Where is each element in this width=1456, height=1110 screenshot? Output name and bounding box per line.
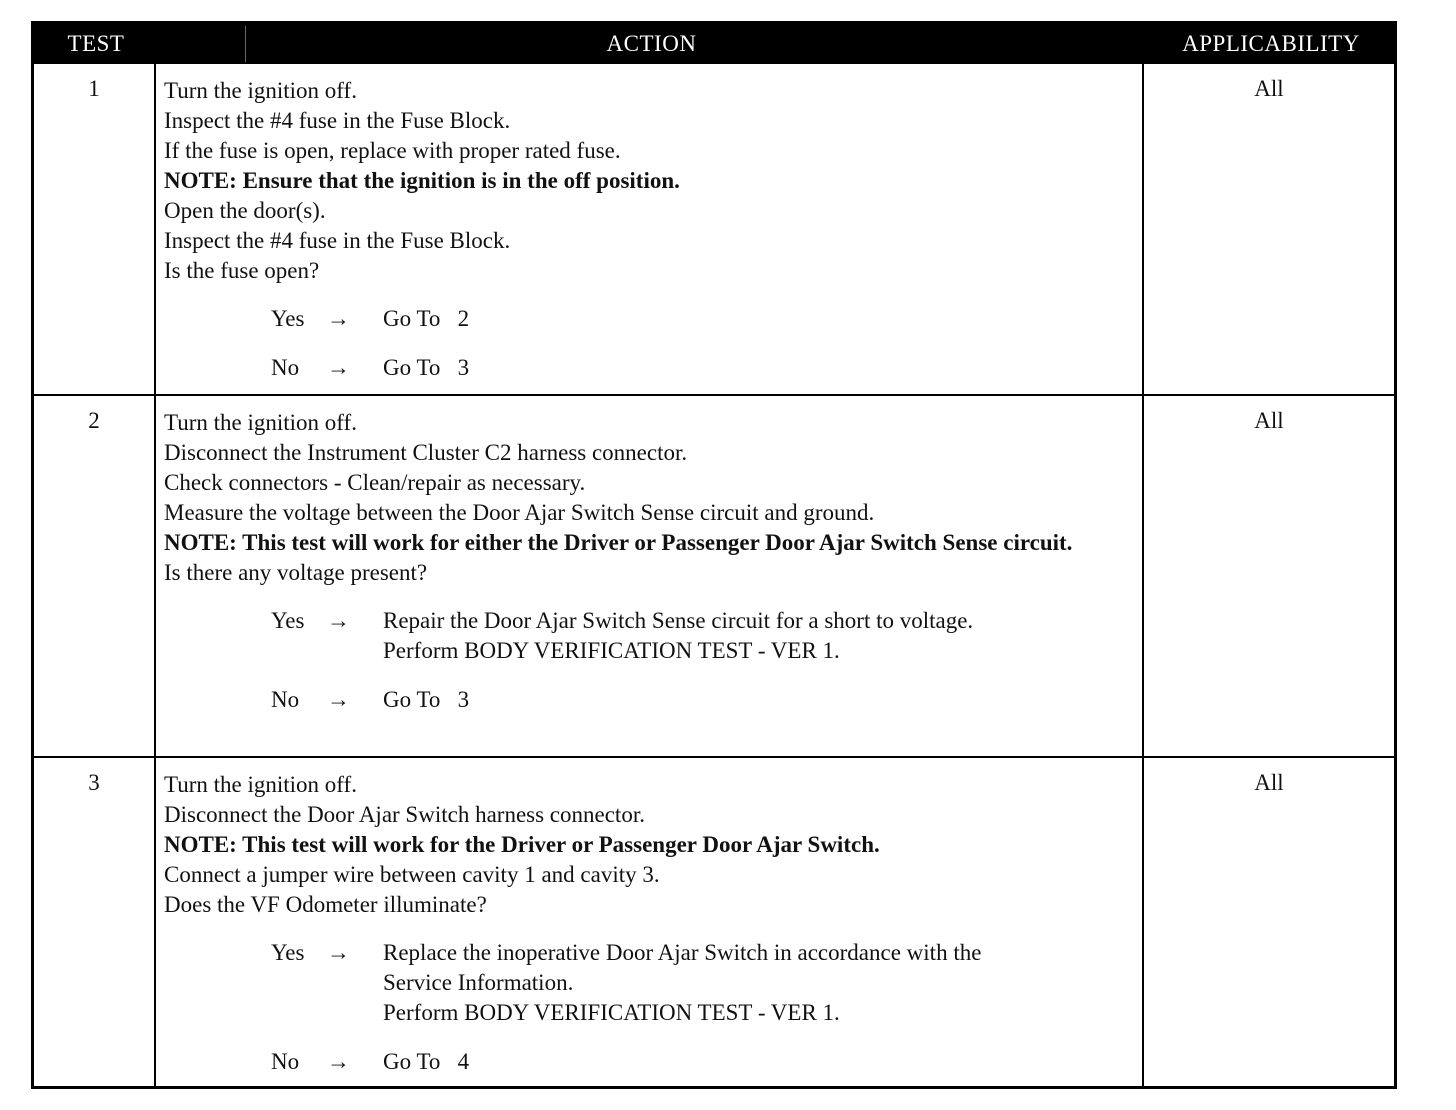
header-action: ACTION	[606, 31, 697, 56]
outcome-list	[164, 606, 1136, 715]
step-text: Turn the ignition off.	[164, 772, 357, 797]
outcome-line: Repair the Door Ajar Switch Sense circuit for a short to voltage.	[383, 608, 974, 633]
outcome-line: Go To 3	[383, 687, 470, 712]
question-text: Is the fuse open?	[164, 258, 320, 283]
step-text: Turn the ignition off.	[164, 410, 357, 435]
applicability-value: All	[1254, 770, 1284, 795]
right-arrow-icon: →	[327, 355, 350, 380]
outcome-list	[164, 938, 1136, 1077]
outcome-label: Yes	[271, 608, 305, 633]
right-arrow-icon: →	[327, 306, 350, 331]
outcome-text	[383, 685, 1136, 715]
test-action	[164, 408, 1136, 715]
outcome-no	[271, 1047, 1136, 1077]
outcome-label: No	[271, 1049, 300, 1074]
outcome-line: Service Information.	[383, 970, 574, 995]
step-text: If the fuse is open, replace with proper rated fuse.	[164, 138, 621, 163]
step-text: Inspect the #4 fuse in the Fuse Block.	[164, 108, 511, 133]
right-arrow-icon: →	[327, 687, 350, 712]
step-text: Turn the ignition off.	[164, 78, 357, 103]
question-text: Is there any voltage present?	[164, 560, 428, 585]
table-row	[34, 396, 1394, 758]
table-row	[34, 758, 1394, 1089]
outcome-line: Go To 3	[383, 355, 470, 380]
table-header	[34, 24, 1394, 64]
outcome-line: Perform BODY VERIFICATION TEST - VER 1.	[383, 638, 840, 663]
step-text: Connect a jumper wire between cavity 1 and cavity 3.	[164, 862, 660, 887]
outcome-line: Go To 4	[383, 1049, 470, 1074]
outcome-label: Yes	[271, 940, 305, 965]
outcome-yes	[271, 938, 1136, 1028]
outcome-text	[383, 1047, 1136, 1077]
outcome-line: Perform BODY VERIFICATION TEST - VER 1.	[383, 1000, 840, 1025]
outcome-label: No	[271, 687, 300, 712]
note-text: NOTE: Ensure that the ignition is in the off position.	[164, 168, 680, 193]
step-text: Check connectors - Clean/repair as necessary.	[164, 470, 586, 495]
outcome-label: Yes	[271, 306, 305, 331]
outcome-line: Replace the inoperative Door Ajar Switch in accordance with the	[383, 940, 982, 965]
outcome-yes	[271, 304, 1136, 334]
outcome-text	[383, 304, 1136, 334]
step-text: Inspect the #4 fuse in the Fuse Block.	[164, 228, 511, 253]
step-text: Disconnect the Door Ajar Switch harness connector.	[164, 802, 645, 827]
right-arrow-icon: →	[327, 608, 350, 633]
outcome-text	[383, 606, 1136, 666]
step-text: Disconnect the Instrument Cluster C2 harness connector.	[164, 440, 688, 465]
step-text: Open the door(s).	[164, 198, 326, 223]
applicability-value: All	[1254, 76, 1284, 101]
diagnostic-test-table	[31, 21, 1397, 1089]
applicability-value: All	[1254, 408, 1284, 433]
test-action	[164, 770, 1136, 1077]
outcome-no	[271, 685, 1136, 715]
outcome-line: Go To 2	[383, 306, 470, 331]
outcome-text	[383, 938, 1136, 1028]
outcome-text	[383, 353, 1136, 383]
header-test: TEST	[67, 31, 125, 56]
table-row	[34, 64, 1394, 396]
test-action	[164, 76, 1136, 383]
outcome-yes	[271, 606, 1136, 666]
note-text: NOTE: This test will work for the Driver or Passenger Door Ajar Switch.	[164, 832, 880, 857]
right-arrow-icon: →	[327, 940, 350, 965]
question-text: Does the VF Odometer illuminate?	[164, 892, 487, 917]
header-applicability: APPLICABILITY	[1182, 31, 1360, 56]
test-number: 2	[88, 408, 100, 433]
test-number: 3	[88, 770, 100, 795]
step-text: Measure the voltage between the Door Ajar Switch Sense circuit and ground.	[164, 500, 875, 525]
outcome-list	[164, 304, 1136, 383]
outcome-no	[271, 353, 1136, 383]
outcome-label: No	[271, 355, 300, 380]
test-number: 1	[88, 76, 100, 101]
right-arrow-icon: →	[327, 1049, 350, 1074]
note-text: NOTE: This test will work for either the Driver or Passenger Door Ajar Switch Sense circuit.	[164, 530, 1073, 555]
